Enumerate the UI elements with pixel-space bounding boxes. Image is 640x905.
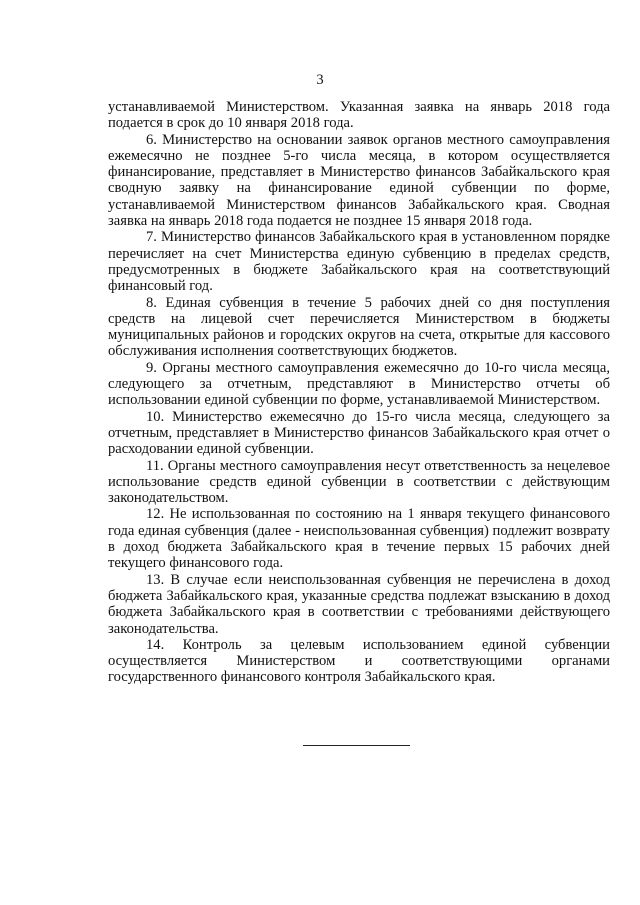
- paragraph-12: 12. Не использованная по состоянию на 1 января текущего финансового года единая субвенция (далее - неиспользованная субвенция) подлежит возврату в доход бюджета Забайкальского края в течение первых 15 рабочих дней текущего финансового года.: [108, 506, 610, 572]
- paragraph-9: 9. Органы местного самоуправления ежемесячно до 10-го числа месяца, следующего за отчетным, представляют в Министерство отчеты об использовании единой субвенции по форме, устанавливаемой Министерством.: [108, 359, 610, 409]
- paragraph-14: 14. Контроль за целевым использованием единой субвенции осуществляется Министерством и соответствующими органами государственного финансового контроля Забайкальского края.: [108, 636, 610, 686]
- paragraph-10: 10. Министерство ежемесячно до 15-го числа месяца, следующего за отчетным, представляет в Министерство финансов Забайкальского края отчет о расходовании единой субвенции.: [108, 408, 610, 458]
- paragraph-13: 13. В случае если неиспользованная субвенция не перечислена в доход бюджета Забайкальского края, указанные средства подлежат взысканию в доход бюджета Забайкальского края в соответствии с требованиями действующего законодательства.: [108, 571, 610, 637]
- closing-divider-line: [303, 745, 410, 746]
- document-body: [108, 99, 610, 686]
- page-number: 3: [316, 72, 324, 88]
- paragraph-8: 8. Единая субвенция в течение 5 рабочих дней со дня поступления средств на лицевой счет перечисляется Министерством в бюджеты муниципальных районов и городских округов на счета, открытые для кассового обслуживания исполнения соответствующих бюджетов.: [108, 294, 610, 360]
- paragraph-11: 11. Органы местного самоуправления несут ответственность за нецелевое использование средств единой субвенции в соответствии с действующим законодательством.: [108, 457, 610, 507]
- paragraph-7: 7. Министерство финансов Забайкальского края в установленном порядке перечисляет на счет Министерства единую субвенцию в пределах средств, предусмотренных в бюджете Забайкальского края на соответствующий финансовый год.: [108, 229, 610, 295]
- paragraph-continuation: устанавливаемой Министерством. Указанная заявка на январь 2018 года подается в срок до 10 января 2018 года.: [108, 99, 610, 132]
- paragraph-6: 6. Министерство на основании заявок органов местного самоуправления ежемесячно не позднее 5-го числа месяца, в котором осуществляется финансирование, представляет в Министерство финансов Забайкальского края сводную заявку на финансирование единой субвенции по форме, устанавливаемой Министерством финансов Забайкальского края. Сводная заявка на январь 2018 года подается не позднее 15 января 2018 года.: [108, 131, 610, 230]
